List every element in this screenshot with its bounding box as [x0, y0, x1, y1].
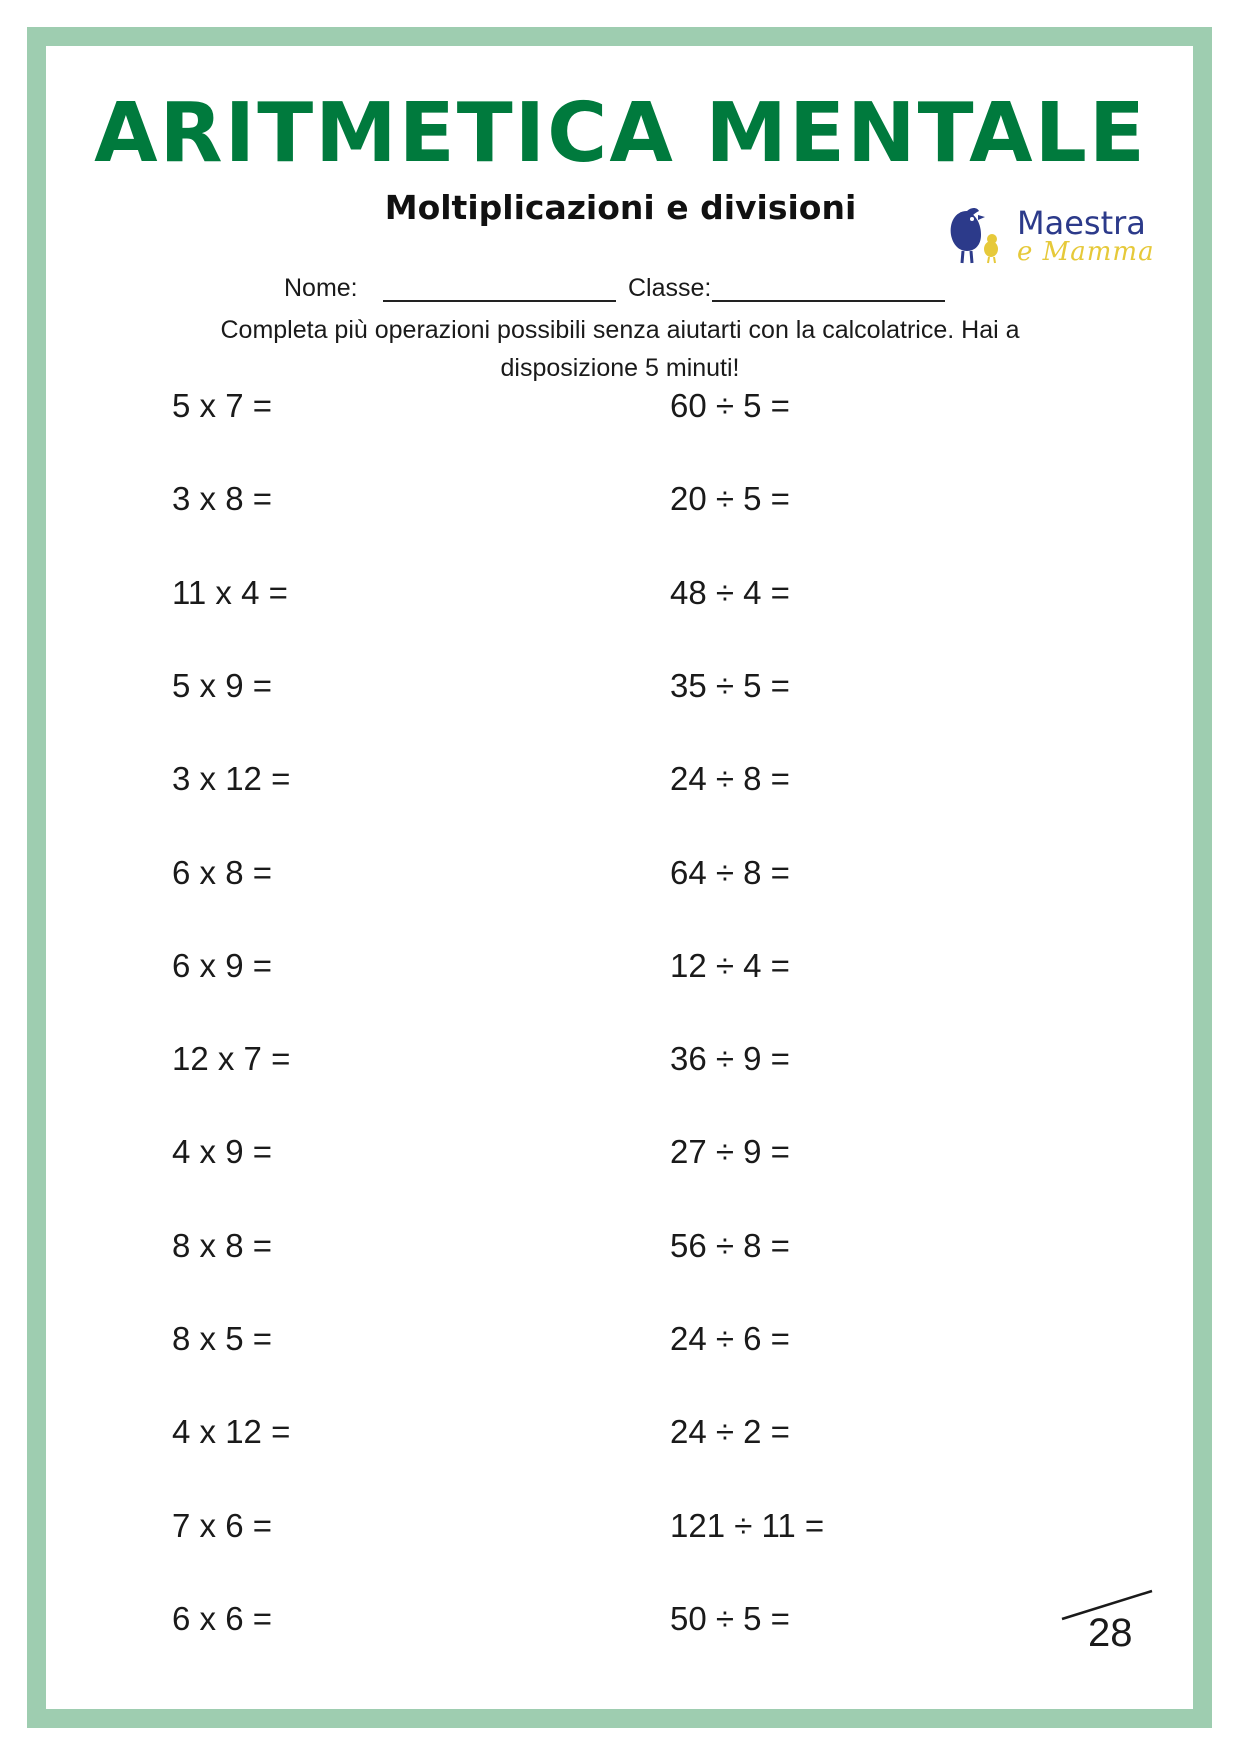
page-title: ARITMETICA MENTALE — [94, 86, 1147, 181]
division-problem: 36 ÷ 9 = — [670, 1040, 790, 1078]
logo-subtext: e Mamma — [1017, 237, 1155, 267]
division-problem: 50 ÷ 5 = — [670, 1599, 790, 1637]
multiplication-problem: 5 x 7 = — [172, 387, 272, 424]
multiplication-problem: 3 x 8 = — [172, 480, 272, 518]
name-field[interactable] — [383, 300, 616, 302]
multiplication-problem: 5 x 9 = — [172, 666, 272, 704]
multiplication-problem: 6 x 9 = — [172, 946, 272, 984]
multiplication-problem: 8 x 5 = — [172, 1320, 272, 1357]
division-problem: 24 ÷ 6 = — [670, 1320, 790, 1357]
division-problem: 27 ÷ 9 = — [670, 1133, 790, 1171]
division-problem: 12 ÷ 4 = — [670, 946, 790, 984]
student-fields — [0, 268, 1241, 308]
multiplication-problem: 3 x 12 = — [172, 760, 291, 798]
multiplication-problem: 6 x 6 = — [172, 1599, 272, 1637]
score-box — [1060, 1585, 1170, 1665]
class-field[interactable] — [712, 300, 945, 302]
multiplication-problem: 8 x 8 = — [172, 1226, 272, 1264]
logo-text: Maestra — [1017, 204, 1146, 242]
multiplication-problem: 4 x 9 = — [172, 1133, 272, 1171]
multiplication-problem: 7 x 6 = — [172, 1506, 272, 1544]
division-problem: 24 ÷ 2 = — [670, 1413, 790, 1451]
page-subtitle: Moltiplicazioni e divisioni — [384, 188, 857, 227]
division-problem: 56 ÷ 8 = — [670, 1226, 790, 1264]
logo — [945, 205, 1155, 275]
division-problem: 24 ÷ 8 = — [670, 760, 790, 798]
multiplication-problem: 11 x 4 = — [172, 573, 288, 611]
name-label: Nome: — [284, 274, 358, 302]
division-problem: 48 ÷ 4 = — [670, 573, 790, 611]
multiplication-problem: 4 x 12 = — [172, 1413, 291, 1451]
instructions: Completa più operazioni possibili senza aiutarti con la calcolatrice. Hai a disposizione 5 minuti! — [220, 316, 1020, 382]
division-problem: 121 ÷ 11 = — [670, 1506, 825, 1544]
bird-icon — [945, 205, 1015, 265]
multiplication-problem: 6 x 8 = — [172, 853, 272, 891]
division-problem: 20 ÷ 5 = — [670, 480, 790, 518]
score-total: 28 — [1088, 1611, 1133, 1655]
multiplication-problem: 12 x 7 = — [172, 1040, 291, 1078]
class-label: Classe: — [628, 274, 712, 302]
division-problem: 35 ÷ 5 = — [670, 666, 790, 704]
division-problem: 60 ÷ 5 = — [670, 387, 790, 424]
division-problem: 64 ÷ 8 = — [670, 853, 790, 891]
